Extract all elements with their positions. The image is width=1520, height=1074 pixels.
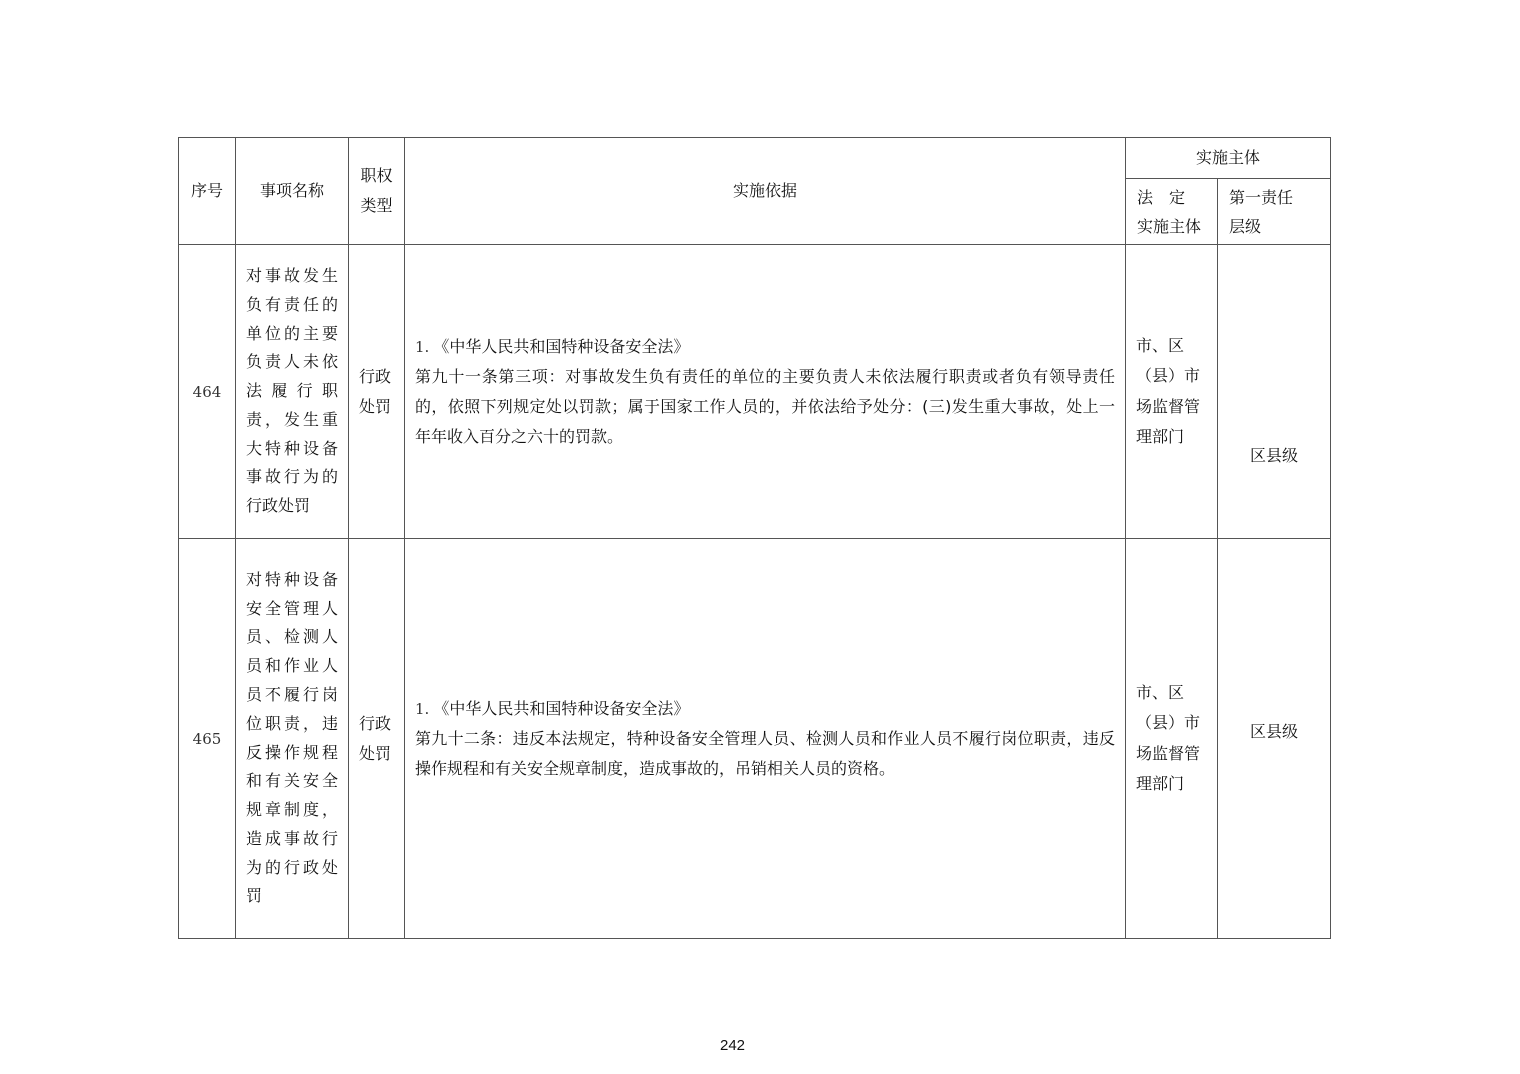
row-first-level: 区县级 bbox=[1218, 245, 1331, 539]
row-seq: 464 bbox=[179, 245, 236, 539]
row-first-level: 区县级 bbox=[1218, 539, 1331, 939]
table-row bbox=[179, 245, 1331, 539]
row-seq: 465 bbox=[179, 539, 236, 939]
row-basis bbox=[405, 539, 1126, 939]
header-basis: 实施依据 bbox=[405, 138, 1126, 245]
row-power-type: 行政 处罚 bbox=[349, 539, 405, 939]
header-seq: 序号 bbox=[179, 138, 236, 245]
row-power-type: 行政 处罚 bbox=[349, 245, 405, 539]
row-legal-subject: 市、区（县）市场监督管理部门 bbox=[1126, 245, 1218, 539]
page-number: 242 bbox=[719, 1037, 746, 1054]
header-item-name: 事项名称 bbox=[236, 138, 349, 245]
law-article-text: 第九十一条第三项：对事故发生负有责任的单位的主要负责人未依法履行职责或者负有领导责任的，依照下列规定处以罚款；属于国家工作人员的，并依法给予处分：(三)发生重大事故，处上一年年收入百分之六十的罚款。 bbox=[415, 366, 1115, 446]
law-title: 1. 《中华人民共和国特种设备安全法》 bbox=[415, 336, 690, 356]
law-title: 1. 《中华人民共和国特种设备安全法》 bbox=[415, 698, 690, 718]
row-basis bbox=[405, 245, 1126, 539]
row-item-name: 对特种设备安全管理人员、检测人员和作业人员不履行岗位职责，违反操作规程和有关安全规章制度，造成事故行为的行政处罚 bbox=[236, 539, 349, 939]
law-article-text: 第九十二条：违反本法规定，特种设备安全管理人员、检测人员和作业人员不履行岗位职责，违反操作规程和有关安全规章制度，造成事故的，吊销相关人员的资格。 bbox=[415, 728, 1115, 778]
row-item-name: 对事故发生负有责任的单位的主要负责人未依法履行职责，发生重大特种设备事故行为的行政处罚 bbox=[236, 245, 349, 539]
power-list-table bbox=[178, 137, 1331, 939]
header-power-type: 职权 类型 bbox=[349, 138, 405, 245]
header-first-level: 第一责任 层级 bbox=[1218, 179, 1331, 245]
header-legal-subject: 法 定 实施主体 bbox=[1126, 179, 1218, 245]
table-row bbox=[179, 539, 1331, 939]
row-legal-subject: 市、区（县）市场监督管理部门 bbox=[1126, 539, 1218, 939]
header-subject-group: 实施主体 bbox=[1126, 138, 1331, 179]
